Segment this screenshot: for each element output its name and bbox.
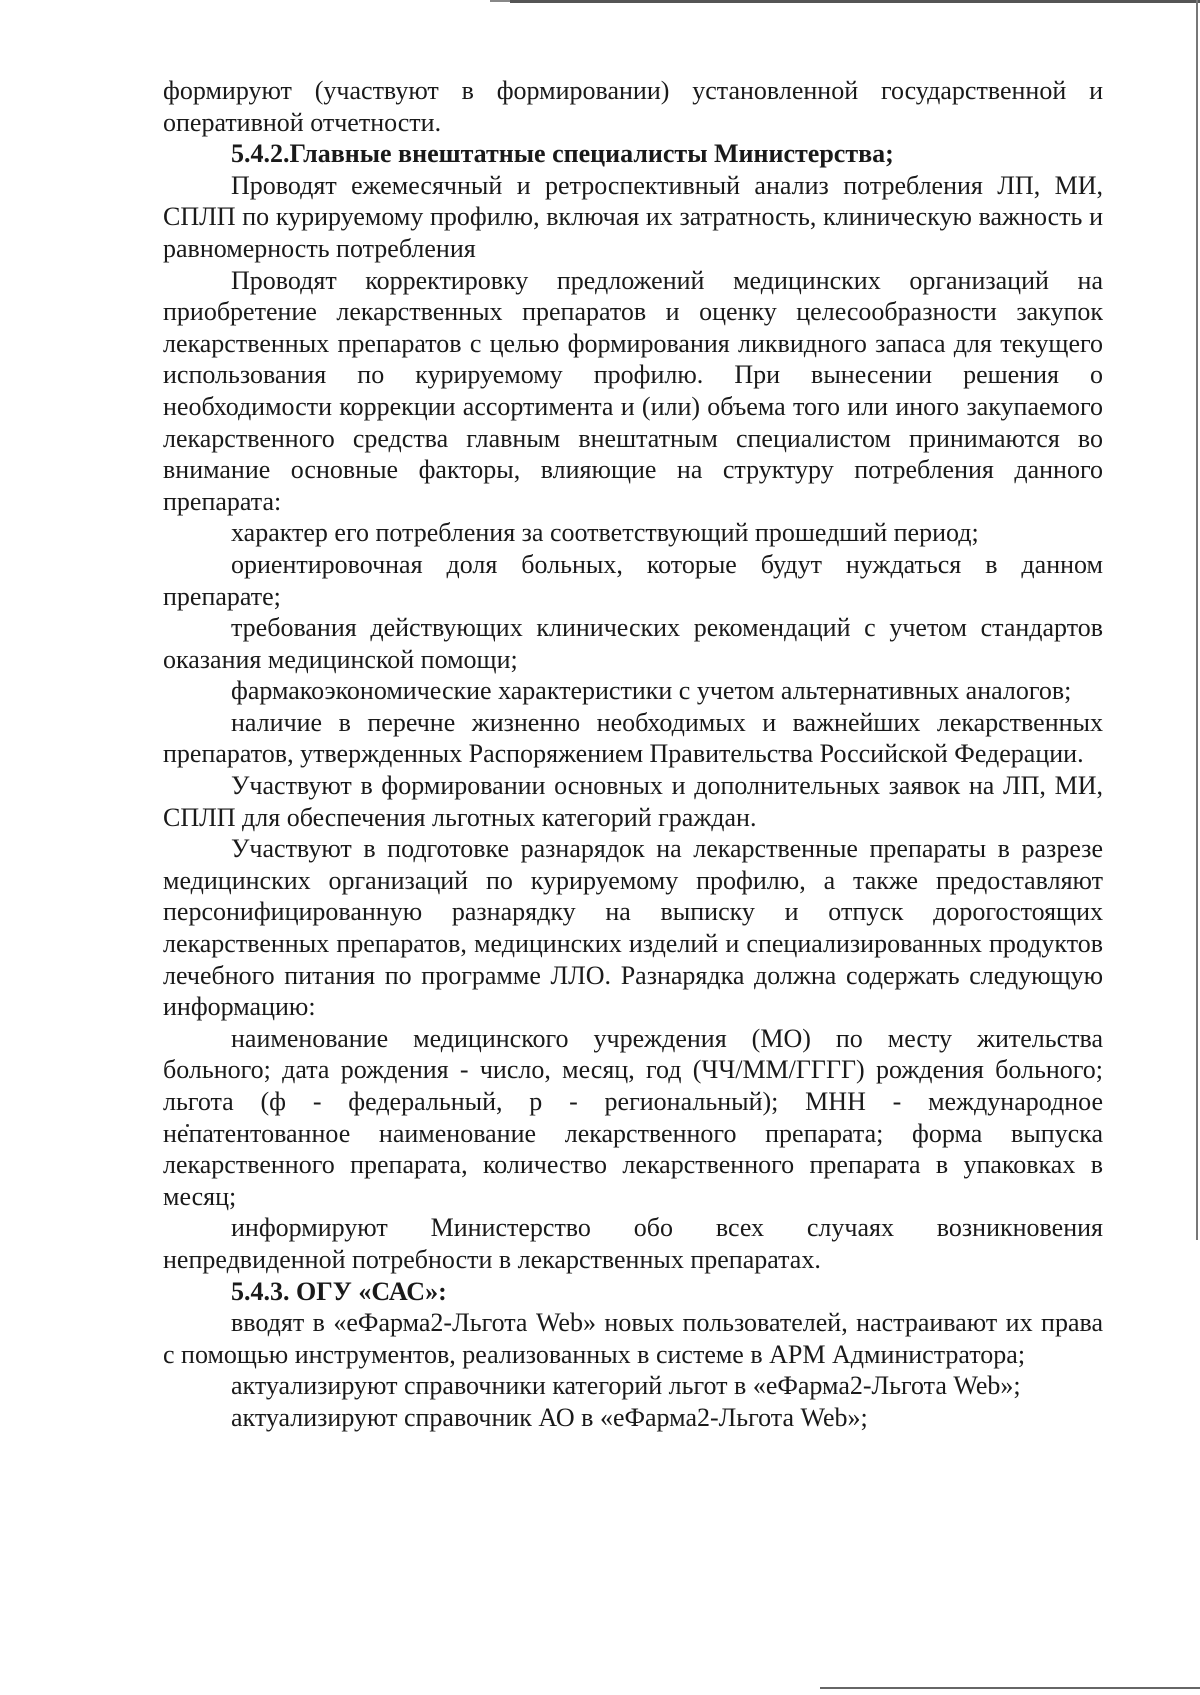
scan-edge-bottom	[820, 1687, 1200, 1689]
list-item: наличие в перечне жизненно необходимых и важнейших лекарственных препаратов, утвержденных Распоряжением Правительства Российской Федерации.	[163, 707, 1103, 769]
paragraph: Проводят корректировку предложений медицинских организаций на приобретение лекарственных препаратов и оценку целесообразности закупок лекарственных препаратов с целью формирования ликвидного запаса для текущего использования по курируемому профилю. При вынесении решения о необходимости коррекции ассортимента и (или) объема того или иного закупаемого лекарственного средства главным внештатным специалистом принимаются во внимание основные факторы, влияющие на структуру потребления данного препарата:	[163, 265, 1103, 516]
paragraph-continuation: формируют (участвуют в формировании) установленной государственной и оперативной отчетности.	[163, 76, 1103, 137]
section-heading-5-4-2: 5.4.2.Главные внештатные специалисты Министерства;	[231, 139, 894, 169]
list-item: информируют Министерство обо всех случаях возникновения непредвиденной потребности в лекарственных препаратах.	[163, 1213, 1103, 1274]
scan-edge-top	[510, 0, 1200, 3]
paragraph: Участвуют в формировании основных и дополнительных заявок на ЛП, МИ, СПЛП для обеспечения льготных категорий граждан.	[163, 771, 1103, 832]
list-item: требования действующих клинических рекомендаций с учетом стандартов оказания медицинской помощи;	[163, 613, 1103, 674]
list-item: актуализируют справочники категорий льгот в «еФарма2-Льгота Web»;	[231, 1371, 1021, 1401]
section-heading-5-4-3: 5.4.3. ОГУ «САС»:	[231, 1276, 447, 1306]
scan-edge-right	[1196, 0, 1198, 1240]
list-item: фармакоэкономические характеристики с учетом альтернативных аналогов;	[231, 676, 1072, 706]
list-item: актуализируют справочник АО в «еФарма2-Льгота Web»;	[231, 1402, 868, 1432]
list-item: вводят в «еФарма2-Льгота Web» новых пользователей, настраивают их права с помощью инструментов, реализованных в системе в АРМ Администратора;	[163, 1308, 1103, 1369]
document-body	[163, 75, 1103, 1434]
list-item: характер его потребления за соответствующий прошедший период;	[231, 518, 979, 548]
list-item: наименование медицинского учреждения (МО) по месту жительства больного; дата рождения - число, месяц, год (ЧЧ/ММ/ГГГГ) рождения больного; льгота (ф - федеральный, р - региональный); МНН - международное непатентованное наименование лекарственного препарата; форма выпуска лекарственного препарата, количество лекарственного препарата в упаковках в месяц;	[163, 1023, 1103, 1211]
paragraph: Проводят ежемесячный и ретроспективный анализ потребления ЛП, МИ, СПЛП по курируемому профилю, включая их затратность, клиническую важность и равномерность потребления	[163, 170, 1103, 263]
list-item: ориентировочная доля больных, которые будут нуждаться в данном препарате;	[163, 549, 1103, 611]
paragraph: Участвуют в подготовке разнарядок на лекарственные препараты в разрезе медицинских организаций по курируемому профилю, а также предоставляют персонифицированную разнарядку на выписку и отпуск дорогостоящих лекарственных препаратов, медицинских изделий и специализированных продуктов лечебного питания по программе ЛЛО. Разнарядка должна содержать следующую информацию:	[163, 834, 1103, 1022]
